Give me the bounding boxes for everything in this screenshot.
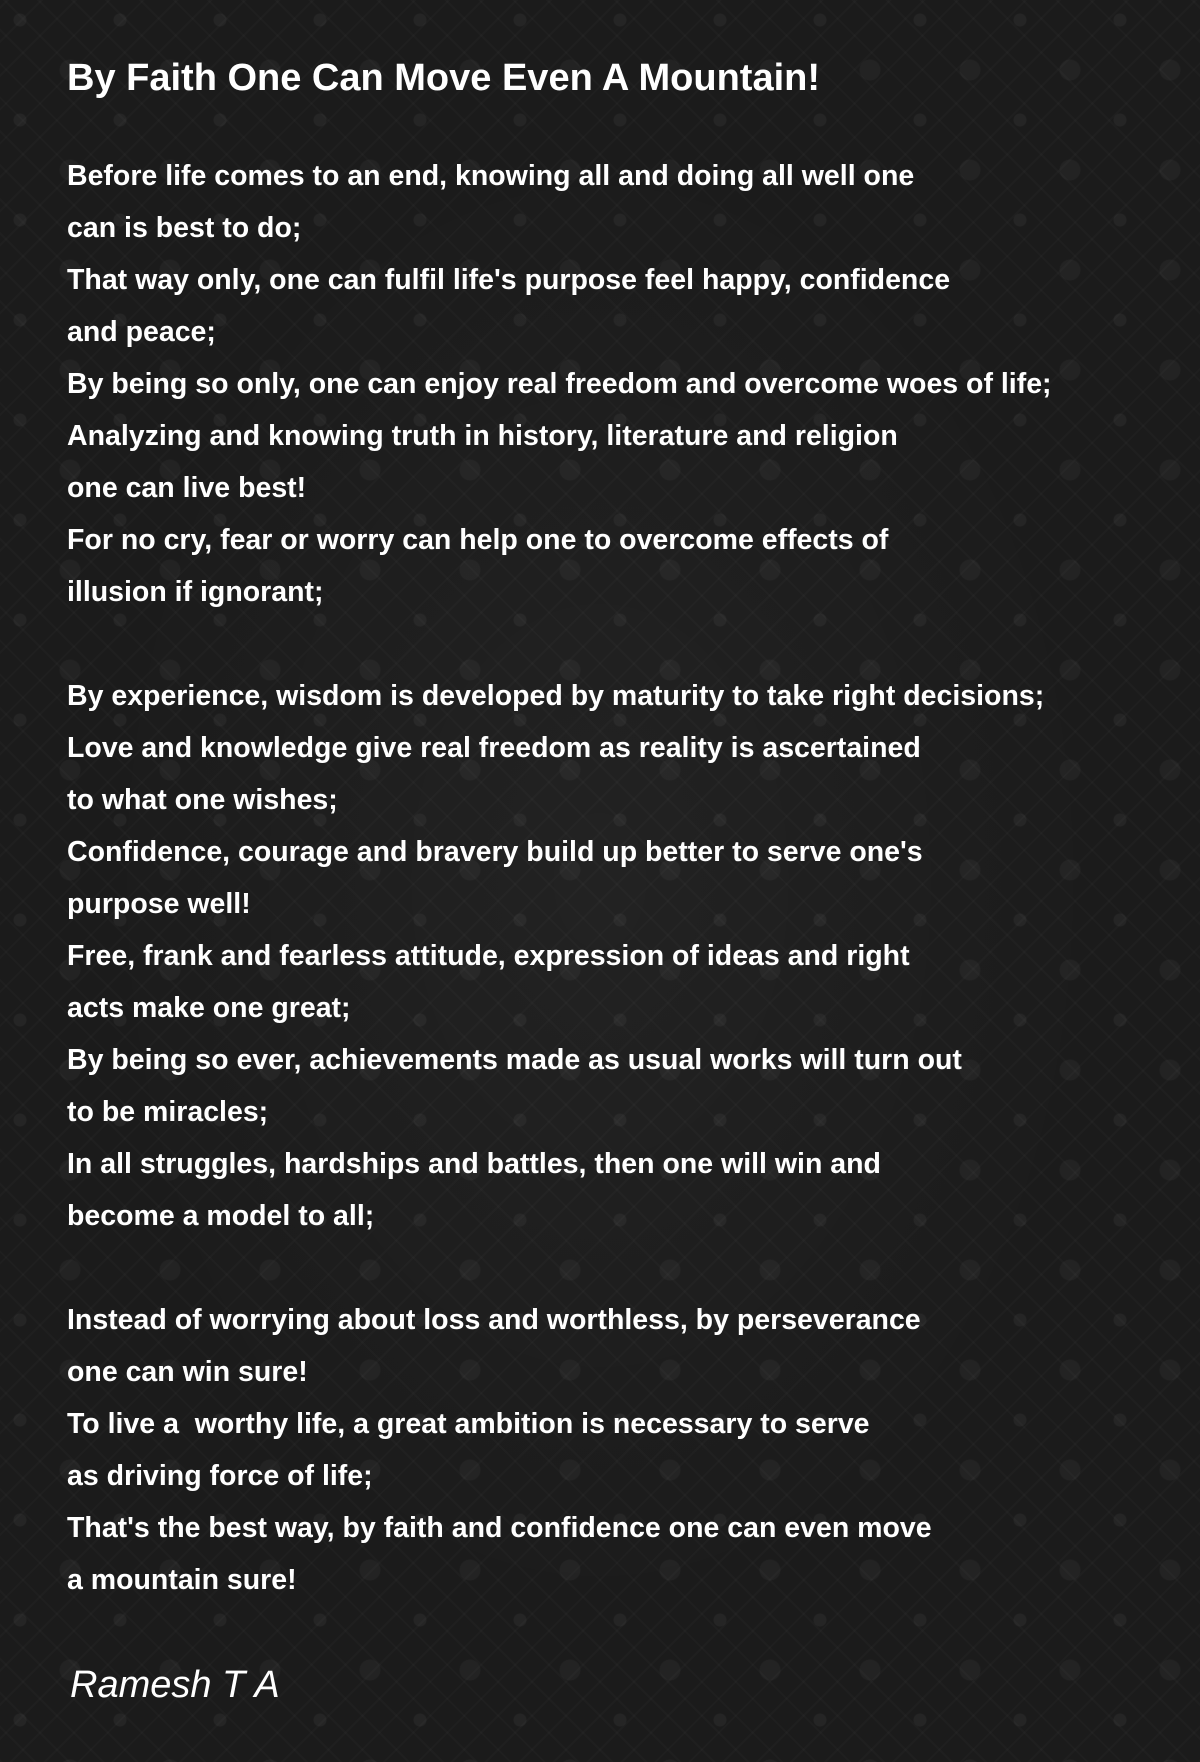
poem-line: Analyzing and knowing truth in history, literature and religion [67,420,898,452]
stanza-3 [67,1294,1192,1606]
poem-line: Confidence, courage and bravery build up better to serve one's [67,836,923,868]
poem-line: That's the best way, by faith and confidence one can even move [67,1512,932,1544]
poem-line: purpose well! [67,888,251,920]
stanza-break [67,618,1192,670]
poem-line: one can live best! [67,472,307,504]
poem-line: illusion if ignorant; [67,576,324,608]
stanza-2 [67,670,1192,1242]
poem-title: By Faith One Can Move Even A Mountain! [67,57,821,99]
poem-line: become a model to all; [67,1200,375,1232]
poem-line: Before life comes to an end, knowing all and doing all well one [67,160,915,192]
poem-line: acts make one great; [67,992,351,1024]
poem-line: That way only, one can fulfil life's purpose feel happy, confidence [67,264,951,296]
poem-body [67,150,1192,1606]
poem-line: To live a worthy life, a great ambition is necessary to serve [67,1408,870,1440]
poem-line: By being so ever, achievements made as usual works will turn out [67,1044,962,1076]
poem-line: By being so only, one can enjoy real freedom and overcome woes of life; [67,368,1052,400]
poem-line: and peace; [67,316,216,348]
poem-line: Love and knowledge give real freedom as reality is ascertained [67,732,921,764]
poem-line: By experience, wisdom is developed by maturity to take right decisions; [67,680,1045,712]
stanza-1 [67,150,1192,618]
poem-line: to what one wishes; [67,784,338,816]
poem-author: Ramesh T A [70,1664,280,1706]
poem-line: as driving force of life; [67,1460,373,1492]
poem-line: In all struggles, hardships and battles, then one will win and [67,1148,881,1180]
poem-line: For no cry, fear or worry can help one to overcome effects of [67,524,889,556]
poem-line: Instead of worrying about loss and worthless, by perseverance [67,1304,921,1336]
poem-line: to be miracles; [67,1096,269,1128]
poem-line: a mountain sure! [67,1564,297,1596]
poem-line: Free, frank and fearless attitude, expression of ideas and right [67,940,910,972]
poem-line: can is best to do; [67,212,302,244]
stanza-break [67,1242,1192,1294]
poem-line: one can win sure! [67,1356,308,1388]
